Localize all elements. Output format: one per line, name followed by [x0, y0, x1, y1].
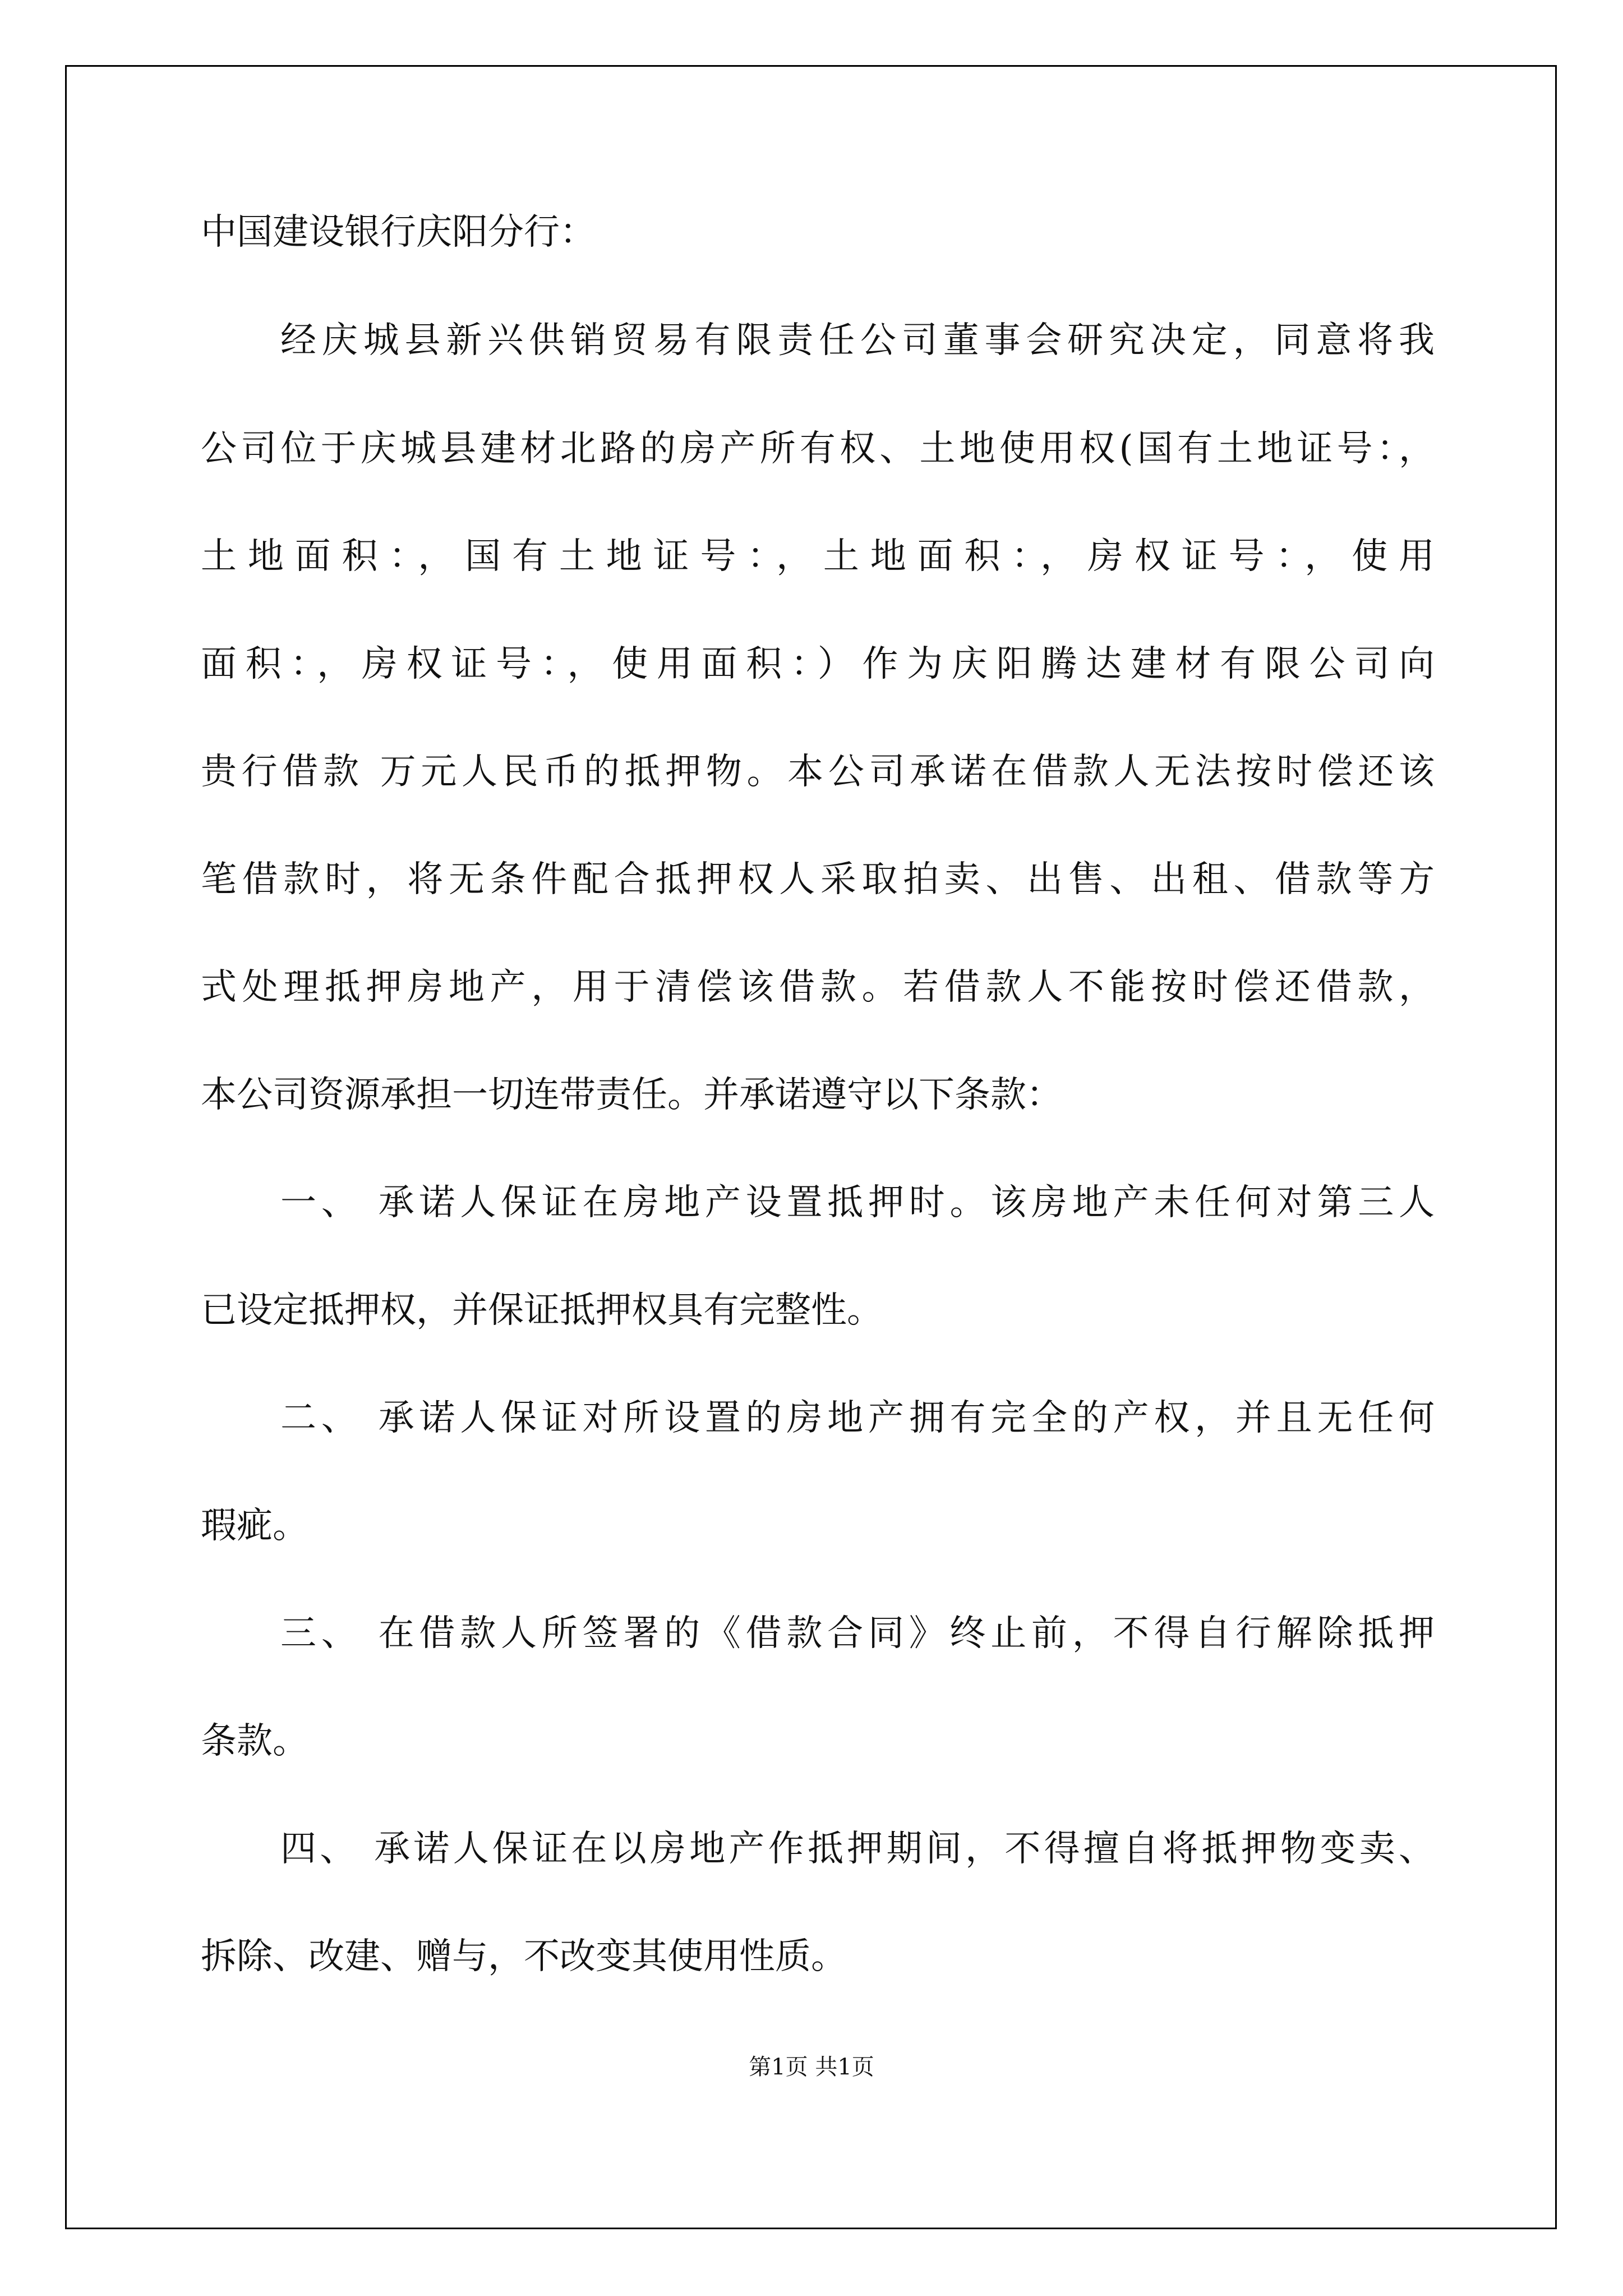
clause-2-line: 二、 承诺人保证对所设置的房地产拥有完全的产权，并且无任何 [280, 1397, 1435, 1439]
clause-4-line: 四、 承诺人保证在以房地产作抵押期间，不得擅自将抵押物变卖、 [280, 1828, 1435, 1870]
paragraph-line: 面积：，房权证号：，使用面积：）作为庆阳腾达建材有限公司向 [201, 643, 1435, 685]
clause-4-line: 拆除、改建、赠与，不改变其使用性质。 [201, 1936, 847, 1977]
clause-3-line: 三、 在借款人所签署的《借款合同》终止前，不得自行解除抵押 [280, 1613, 1435, 1654]
page-border [65, 65, 1557, 2229]
clause-1-line: 一、 承诺人保证在房地产设置抵押时。该房地产未任何对第三人 [280, 1182, 1435, 1223]
paragraph-line: 本公司资源承担一切连带责任。并承诺遵守以下条款： [201, 1074, 1062, 1116]
paragraph-line: 式处理抵押房地产，用于清偿该借款。若借款人不能按时偿还借款， [201, 967, 1435, 1008]
clause-2-line: 瑕疵。 [201, 1505, 308, 1547]
paragraph-line: 贵行借款 万元人民币的抵押物。本公司承诺在借款人无法按时偿还该 [201, 751, 1435, 793]
paragraph-line: 经庆城县新兴供销贸易有限责任公司董事会研究决定，同意将我 [280, 320, 1435, 361]
paragraph-line: 土地面积：，国有土地证号：，土地面积：，房权证号：，使用 [201, 536, 1435, 577]
clause-3-line: 条款。 [201, 1720, 308, 1762]
paragraph-line: 公司位于庆城县建材北路的房产所有权、土地使用权(国有土地证号：， [201, 428, 1435, 470]
salutation: 中国建设银行庆阳分行： [201, 211, 596, 253]
page-number: 第1页 共1页 [749, 2054, 874, 2080]
clause-1-line: 已设定抵押权，并保证抵押权具有完整性。 [201, 1290, 883, 1331]
paragraph-line: 笔借款时，将无条件配合抵押权人采取拍卖、出售、出租、借款等方 [201, 859, 1435, 900]
